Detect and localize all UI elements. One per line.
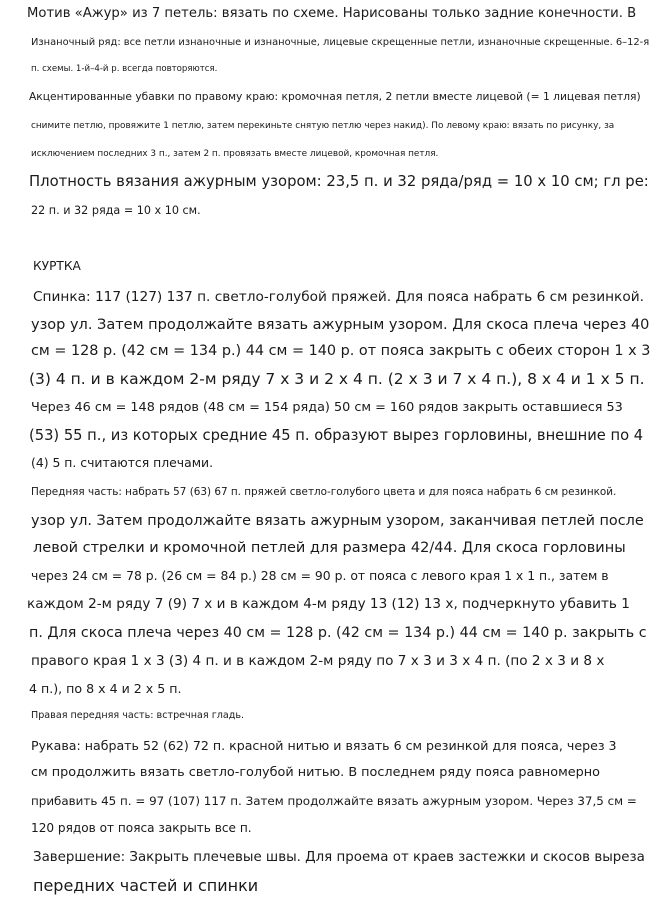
text-line-24: 4 п.), по 8 x 4 и 2 x 5 п. [29,681,182,696]
text-line-10: Спинка: 117 (127) 137 п. светло-голубой пряжей. Для пояса набрать 6 см резинкой. [33,289,644,305]
text-line-22: п. Для скоса плеча через 40 см = 128 р. (42 см = 134 р.) 44 см = 140 р. закрыть с [29,625,647,641]
section-heading: КУРТКА [33,259,81,273]
text-line-25: Правая передняя часть: встречная гладь. [31,710,245,721]
text-line-8: 22 п. и 32 ряда = 10 x 10 см. [31,204,201,217]
text-line-1: Мотив «Ажур» из 7 петель: вязать по схеме. Нарисованы только задние конечности. В [27,6,637,21]
text-line-18: узор ул. Затем продолжайте вязать ажурным узором, заканчивая петлей после [31,513,644,529]
text-line-6: исключением последних 3 п., затем 2 п. провязать вместе лицевой, кромочная петля. [31,149,439,159]
text-line-28: прибавить 45 п. = 97 (107) 117 п. Затем продолжайте вязать ажурным узором. Через 37,5 см = [31,794,637,808]
text-line-16: (4) 5 п. считаются плечами. [31,455,214,470]
text-line-14: Через 46 см = 148 рядов (48 см = 154 ряда) 50 см = 160 рядов закрыть оставшиеся 53 [31,400,623,415]
text-line-19: левой стрелки и кромочной петлей для размера 42/44. Для скоса горловины [33,540,626,556]
text-line-29: 120 рядов от пояса закрыть все п. [31,821,252,835]
text-line-15: (53) 55 п., из которых средние 45 п. образуют вырез горловины, внешние по 4 [29,427,644,444]
text-line-27: см продолжить вязать светло-голубой нитью. В последнем ряду пояса равномерно [31,765,600,780]
text-line-4: Акцентированные убавки по правому краю: кромочная петля, 2 петли вместе лицевой (= 1 лицевая петля) [29,90,641,103]
text-line-3: п. схемы. 1-й–4-й р. всегда повторяются. [31,64,218,74]
text-line-7: Плотность вязания ажурным узором: 23,5 п. и 32 ряда/ряд = 10 x 10 см; гл ре: [29,173,649,190]
text-line-2: Изнаночный ряд: все петли изнаночные и изнаночные, лицевые скрещенные петли, изнаночные скрещенные. 6–12-я [31,37,650,48]
text-line-26: Рукава: набрать 52 (62) 72 п. красной нитью и вязать 6 см резинкой для пояса, через 3 [31,738,617,753]
text-line-31: передних частей и спинки [33,876,259,895]
text-line-13: (3) 4 п. и в каждом 2-м ряду 7 x 3 и 2 x 4 п. (2 x 3 и 7 x 4 п.), 8 x 4 и 1 x 5 п. [29,370,645,388]
text-line-12: см = 128 р. (42 см = 134 р.) 44 см = 140 р. от пояса закрыть с обеих сторон 1 x 3 [31,343,651,359]
text-line-23: правого края 1 x 3 (3) 4 п. и в каждом 2-м ряду по 7 x 3 и 3 x 4 п. (по 2 x 3 и 8 x [31,653,605,669]
text-line-11: узор ул. Затем продолжайте вязать ажурным узором. Для скоса плеча через 40 [31,317,650,333]
text-line-21: каждом 2-м ряду 7 (9) 7 x и в каждом 4-м ряду 13 (12) 13 x, подчеркнуто убавить 1 [27,596,630,612]
text-line-30: Завершение: Закрыть плечевые швы. Для проема от краев застежки и скосов выреза [33,850,645,865]
text-line-20: через 24 см = 78 р. (26 см = 84 р.) 28 см = 90 р. от пояса с левого края 1 x 1 п., затем в [31,568,609,583]
text-line-17: Передняя часть: набрать 57 (63) 67 п. пряжей светло-голубого цвета и для пояса набрать 6 см резинкой. [31,486,617,498]
text-line-5: снимите петлю, провяжите 1 петлю, затем перекиньте снятую петлю через накид). По левому краю: вязать по рисунку, за [31,121,615,131]
